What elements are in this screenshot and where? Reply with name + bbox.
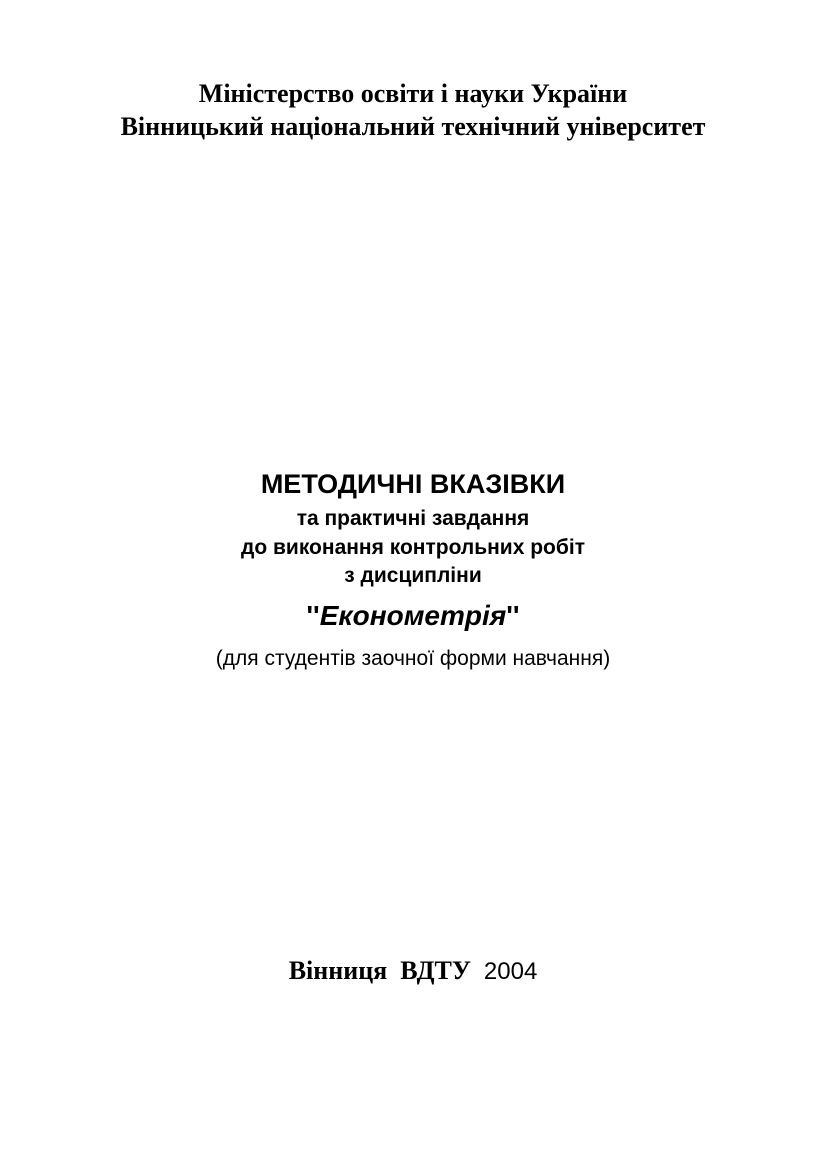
subtitle-line-1: та практичні завдання <box>296 507 530 530</box>
subtitle-line-3: з дисципліни <box>344 564 482 587</box>
footer-publisher: ВДТУ <box>400 956 471 985</box>
discipline-name: Економетрія <box>319 600 507 631</box>
subtitle-line-2: до виконання контрольних робіт <box>241 536 585 559</box>
audience-note: (для студентів заочної форми навчання) <box>215 647 611 670</box>
ministry-name: Міністерство освіти і науки України <box>198 79 628 108</box>
footer-city: Вінниця <box>288 956 388 985</box>
document-title: МЕТОДИЧНІ ВКАЗІВКИ <box>260 469 566 499</box>
university-name: Вінницький національний технічний університет <box>120 112 706 141</box>
publication-footer <box>0 954 826 989</box>
footer-year: 2004 <box>483 958 538 985</box>
discipline-title <box>0 598 826 634</box>
discipline-close-quote: '' <box>506 600 520 631</box>
discipline-open-quote: '' <box>306 600 320 631</box>
